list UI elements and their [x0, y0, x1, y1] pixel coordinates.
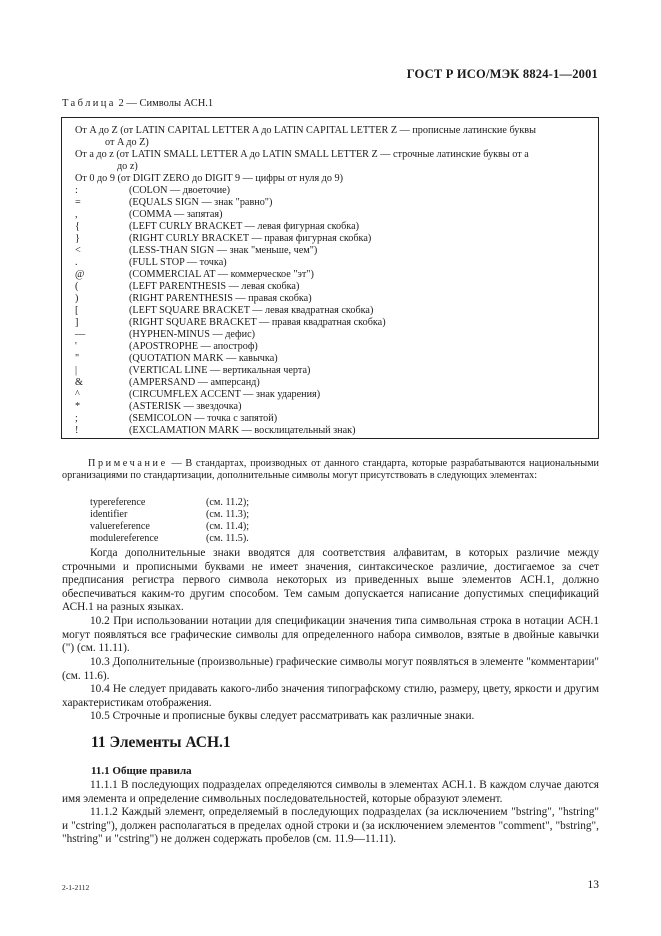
range-row-lowercase-cont: до z): [117, 161, 138, 172]
note-label: Примечание: [88, 458, 168, 469]
symbol-char: @: [75, 269, 85, 280]
symbols-table: [61, 117, 599, 439]
note-element-name: identifier: [90, 509, 128, 520]
symbol-description: (HYPHEN-MINUS — дефис): [129, 329, 256, 340]
symbol-char: —: [75, 329, 86, 340]
symbol-char: ^: [75, 389, 80, 400]
symbol-description: (LEFT SQUARE BRACKET — левая квадратная скобка): [129, 305, 374, 316]
print-code: 2-1-2112: [62, 883, 90, 892]
symbol-description: (RIGHT SQUARE BRACKET — правая квадратная скобка): [129, 317, 386, 328]
note-element-ref: (см. 11.2);: [206, 497, 250, 508]
symbol-description: (APOSTROPHE — апостроф): [129, 341, 258, 352]
paragraph-10-4: 10.4 Не следует придавать какого-либо значения типографскому стилю, размеру, цвету, яркости и другим характеристикам отображения.: [62, 683, 599, 709]
table-caption-text: 2 — Символы АСН.1: [118, 98, 214, 109]
symbol-char: {: [75, 221, 80, 232]
note-element-ref: (см. 11.4);: [206, 521, 250, 532]
symbol-description: (LEFT PARENTHESIS — левая скобка): [129, 281, 300, 292]
symbol-char: |: [75, 365, 78, 376]
note-element-name: typereference: [90, 497, 146, 508]
symbol-char: =: [75, 197, 81, 208]
symbol-char: ": [75, 353, 80, 364]
note-element-name: modulereference: [90, 533, 159, 544]
symbol-char: ): [75, 293, 79, 304]
symbol-char: :: [75, 185, 78, 196]
section-title: 11 Элементы АСН.1: [91, 734, 231, 751]
table-label: Таблица: [62, 98, 116, 109]
note-element-name: valuereference: [90, 521, 150, 532]
paragraph-10-3: 10.3 Дополнительные (произвольные) графические символы могут появляться в элементе "комментарии" (см. 11.6).: [62, 656, 599, 682]
paragraph-10-5: 10.5 Строчные и прописные буквы следует рассматривать как различные знаки.: [90, 710, 475, 722]
symbol-description: (ASTERISK — звездочка): [129, 401, 242, 412]
document-header: ГОСТ Р ИСО/МЭК 8824-1—2001: [406, 67, 598, 81]
symbol-description: (QUOTATION MARK — кавычка): [129, 353, 278, 364]
paragraph-10-2: 10.2 При использовании нотации для спецификации значения типа символьная строка в нотации АСН.1 могут появляться все графические символы для определенного набора символов, взятые в двойные кавычки (") (см. 11.11).: [62, 615, 599, 655]
symbol-char: .: [75, 257, 78, 268]
note-element-ref: (см. 11.5).: [206, 533, 249, 544]
symbol-description: (EQUALS SIGN — знак "равно"): [129, 197, 273, 208]
symbol-char: }: [75, 233, 80, 244]
range-row-digits: От 0 до 9 (от DIGIT ZERO до DIGIT 9 — цифры от нуля до 9): [75, 173, 343, 184]
symbol-char: !: [75, 425, 79, 436]
symbol-description: (RIGHT PARENTHESIS — правая скобка): [129, 293, 312, 304]
symbol-description: (VERTICAL LINE — вертикальная черта): [129, 365, 311, 376]
symbol-char: *: [75, 401, 81, 412]
table-caption: [62, 98, 213, 109]
page-number: 13: [587, 879, 599, 891]
paragraph-alphabets: Когда дополнительные знаки вводятся для соответствия алфавитам, в которых различие между строчными и прописными буквами не имеет значения, синтаксическое различие, достигаемое за счет предписания регистра первого символа некоторых из приведенных выше элементов АСН.1, должно обеспечиваться каким-то другим способом. Тем самым допускается написание допустимых спецификаций АСН.1 на разных языках.: [62, 547, 599, 614]
symbol-description: (FULL STOP — точка): [129, 257, 227, 268]
symbol-description: (EXCLAMATION MARK — восклицательный знак): [129, 425, 356, 436]
symbol-description: (COMMERCIAL AT — коммерческое "эт"): [129, 269, 314, 280]
symbol-char: (: [75, 281, 79, 292]
symbol-description: (SEMICOLON — точка с запятой): [129, 413, 278, 424]
symbol-char: ,: [75, 209, 78, 220]
range-row-uppercase-cont: от A до Z): [105, 137, 149, 148]
symbol-description: (RIGHT CURLY BRACKET — правая фигурная скобка): [129, 233, 372, 244]
note-text: — В стандартах, производных от данного стандарта, которые разрабатываются национальными организациями по стандартизации, дополнительные символы могут присутствовать в следующих элементах:: [62, 458, 600, 481]
symbol-char: ]: [75, 317, 79, 328]
subsection-title: 11.1 Общие правила: [91, 765, 192, 777]
symbol-description: (LESS-THAN SIGN — знак "меньше, чем"): [129, 245, 318, 256]
note-element-ref: (см. 11.3);: [206, 509, 250, 520]
table-note: [62, 458, 599, 482]
symbol-description: (AMPERSAND — амперсанд): [129, 377, 260, 388]
symbol-char: &: [75, 377, 83, 388]
symbol-char: [: [75, 305, 79, 316]
symbol-description: (LEFT CURLY BRACKET — левая фигурная скобка): [129, 221, 360, 232]
symbol-description: (CIRCUMFLEX ACCENT — знак ударения): [129, 389, 321, 400]
paragraph-11-1-2: 11.1.2 Каждый элемент, определяемый в последующих подразделах (за исключением "bstring", "hstring" и "cstring"), должен располагаться в пределах одной строки и (за исключением элементов "comment", "bstring", "hstring" и "cstring") не должен содержать пробелов (см. 11.9—11.11).: [62, 806, 599, 846]
paragraph-11-1-1: 11.1.1 В последующих подразделах определяются символы в элементах АСН.1. В каждом случае даются имя элемента и определение символьных последовательностей, которые образуют элемент.: [62, 779, 599, 805]
range-row-uppercase: От A до Z (от LATIN CAPITAL LETTER A до LATIN CAPITAL LETTER Z — прописные латинские буквы: [75, 125, 536, 136]
range-row-lowercase: От a до z (от LATIN SMALL LETTER A до LATIN SMALL LETTER Z — строчные латинские буквы от a: [75, 149, 529, 160]
symbol-char: ': [75, 341, 77, 352]
symbol-description: (COMMA — запятая): [129, 209, 223, 220]
symbol-char: ;: [75, 413, 78, 424]
symbol-description: (COLON — двоеточие): [129, 185, 231, 196]
symbol-char: <: [75, 245, 81, 256]
